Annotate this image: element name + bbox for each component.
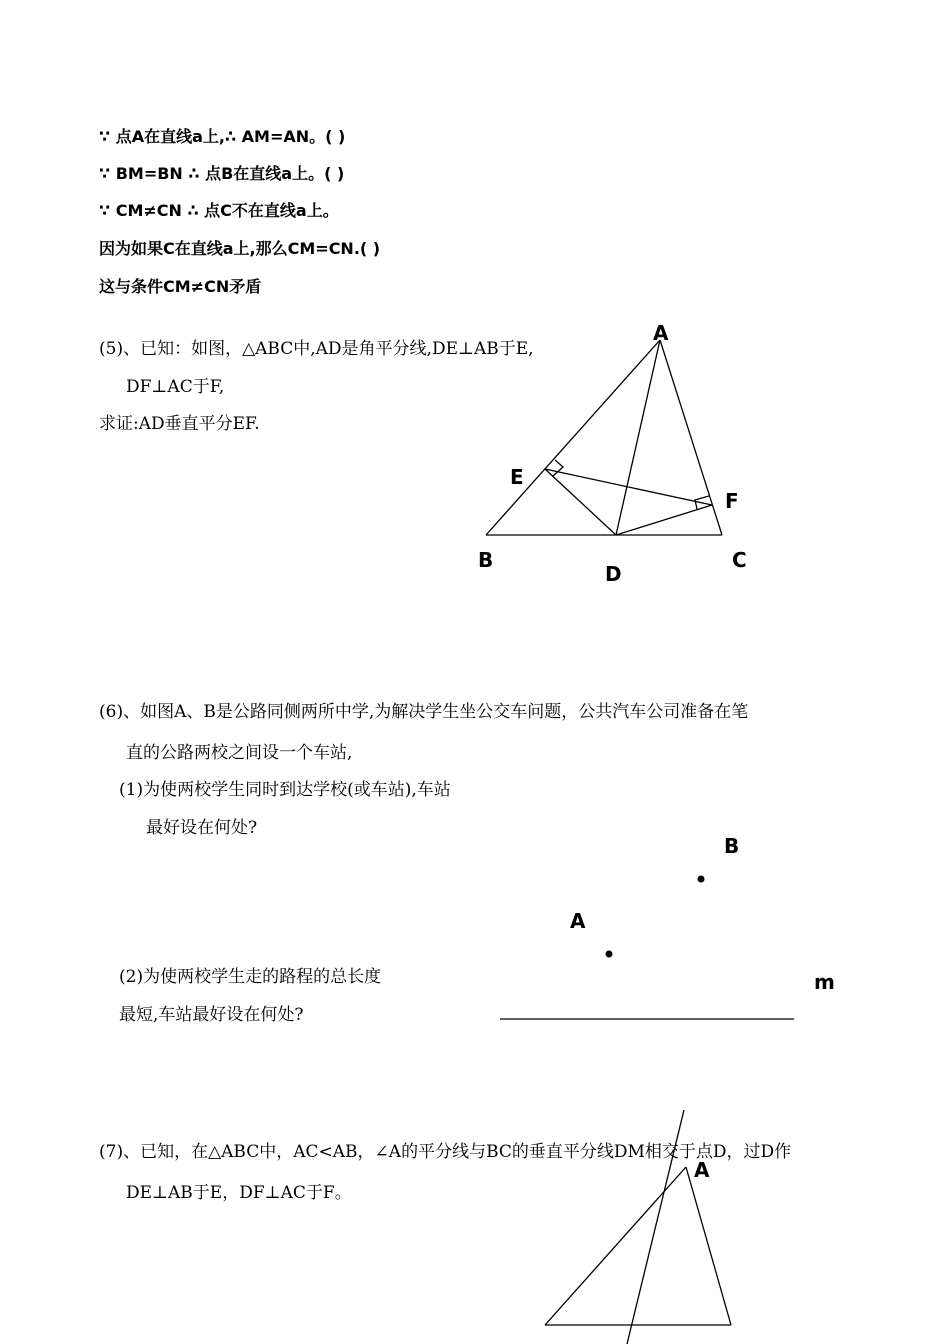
problem6-question2-line2: 最短,车站最好设在何处? [119,1005,304,1025]
proof-line-4: 因为如果C在直线a上,那么CM=CN.( ) [99,239,381,258]
label-m-p6: m [814,970,835,994]
label-a-p6: A [570,909,586,933]
problem7-statement-line2: DE⊥AB于E，DF⊥AC于F。 [126,1183,352,1203]
label-b-p5: B [478,548,494,572]
proof-line-1: ∵ 点A在直线a上,∴ AM=AN。( ) [99,127,346,146]
problem6-question1-line1: (1)为使两校学生同时到达学校(或车站),车站 [119,780,451,800]
label-d-p5: D [605,562,622,586]
proof-line-5: 这与条件CM≠CN矛盾 [99,277,262,296]
problem6-statement-line1: (6)、如图A、B是公路同侧两所中学,为解决学生坐公交车问题，公共汽车公司准备在笔 [99,702,749,722]
label-c-p5: C [732,548,747,572]
problem5-statement-line3: 求证:AD垂直平分EF. [99,414,260,434]
problem6-statement-line2: 直的公路两校之间设一个车站, [126,743,353,763]
problem5-statement-line1: (5)、已知：如图，△ABC中,AD是角平分线,DE⊥AB于E, [99,339,534,359]
segment-ac-p7 [686,1167,731,1325]
problem5-statement-line2: DF⊥AC于F, [126,377,225,397]
label-a-p7: A [694,1158,710,1182]
problem7-statement-line1: (7)、已知，在△ABC中，AC<AB，∠A的平分线与BC的垂直平分线DM相交于点D，过D作 [99,1142,792,1162]
line-dm-p7 [627,1110,684,1344]
problem6-question1-line2: 最好设在何处? [146,818,258,838]
problem6-question2-line1: (2)为使两校学生走的路程的总长度 [119,967,382,987]
label-f-p5: F [725,489,739,513]
proof-line-2: ∵ BM=BN ∴ 点B在直线a上。( ) [99,164,345,183]
proof-line-3: ∵ CM≠CN ∴ 点C不在直线a上。 [99,201,339,220]
label-a-p5: A [653,321,669,345]
label-e-p5: E [510,465,524,489]
label-b-p6: B [724,834,740,858]
